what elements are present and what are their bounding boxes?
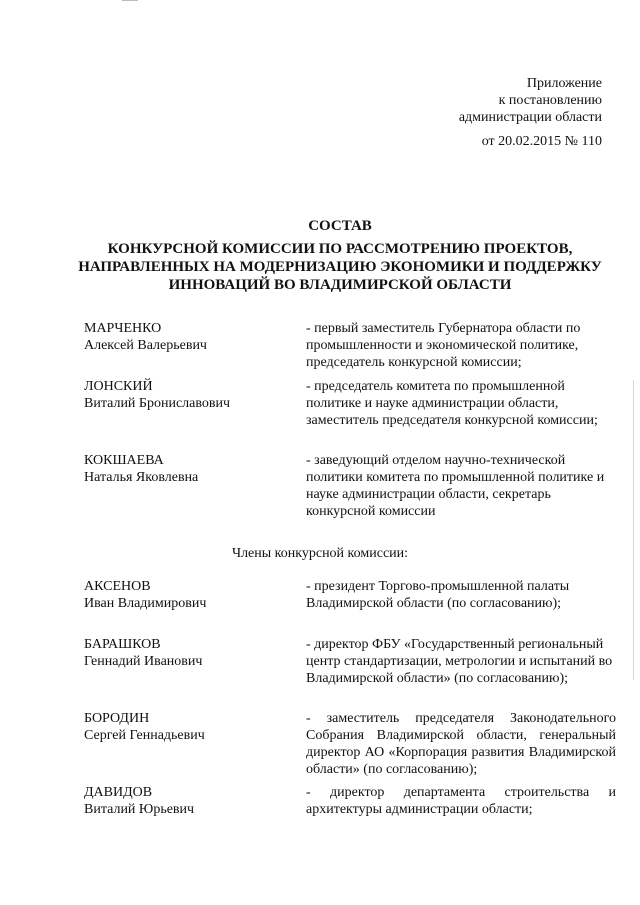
person-role: - председатель комитета по промышленной политике и науке администрации области, заместитель председателя конкурсной комиссии;	[306, 379, 598, 428]
person-role: - директор департамента строительства и архитектуры администрации области;	[306, 785, 616, 817]
person-name-block	[84, 320, 284, 354]
title-line-3: ИННОВАЦИЙ ВО ВЛАДИМИРСКОЙ ОБЛАСТИ	[168, 277, 512, 293]
appendix-line-3: администрации области	[458, 110, 602, 125]
appendix-date-line: от 20.02.2015 № 110	[481, 134, 602, 149]
document-title	[70, 217, 610, 294]
person-surname: БАРАШКОВ	[84, 637, 161, 652]
person-surname: БОРОДИН	[84, 711, 150, 726]
person-role: - заместитель председателя Законодательного Собрания Владимирской области, генеральный директор АО «Корпорация развития Владимирской области» (по согласованию);	[306, 711, 616, 777]
person-surname: МАРЧЕНКО	[84, 321, 162, 336]
person-role: - президент Торгово-промышленной палаты Владимирской области (по согласованию);	[306, 579, 570, 611]
person-name-block	[84, 784, 284, 818]
person-surname: ДАВИДОВ	[84, 785, 153, 800]
person-name: Наталья Яковлевна	[84, 470, 199, 485]
appendix-line-2: к постановлению	[498, 93, 602, 108]
person-role: - директор ФБУ «Государственный региональный центр стандартизации, метрологии и испытаний во Владимирской области» (по согласованию);	[306, 637, 613, 686]
scan-edge-line	[633, 380, 634, 680]
person-name-block	[84, 578, 284, 612]
members-heading: Члены конкурсной комиссии:	[231, 546, 409, 561]
person-name: Геннадий Иванович	[84, 654, 203, 669]
person-surname: ЛОНСКИЙ	[84, 379, 153, 394]
person-name-block	[84, 378, 284, 412]
person-name: Виталий Юрьевич	[84, 802, 195, 817]
title-line-1: КОНКУРСНОЙ КОМИССИИ ПО РАССМОТРЕНИЮ ПРОЕКТОВ,	[107, 241, 573, 257]
person-name: Сергей Геннадьевич	[84, 728, 205, 743]
person-name: Виталий Брониславович	[84, 396, 231, 411]
person-name: Алексей Валерьевич	[84, 338, 207, 353]
person-name-block	[84, 636, 284, 670]
person-name: Иван Владимирович	[84, 596, 207, 611]
person-surname: КОКШАЕВА	[84, 453, 164, 468]
appendix-block	[402, 75, 602, 150]
person-role: - заведующий отделом научно-технической политики комитета по промышленной политике и науке администрации области, секретарь конкурсной комиссии	[306, 453, 605, 519]
person-surname: АКСЕНОВ	[84, 579, 151, 594]
person-role: - первый заместитель Губернатора области по промышленности и экономической политике, председатель конкурсной комиссии;	[306, 321, 581, 370]
person-name-block	[84, 452, 284, 486]
person-name-block	[84, 710, 284, 744]
appendix-line-1: Приложение	[526, 76, 602, 91]
scan-mark	[122, 0, 138, 1]
title-heading: СОСТАВ	[308, 218, 372, 234]
title-line-2: НАПРАВЛЕННЫХ НА МОДЕРНИЗАЦИЮ ЭКОНОМИКИ И ПОДДЕРЖКУ	[78, 259, 602, 275]
